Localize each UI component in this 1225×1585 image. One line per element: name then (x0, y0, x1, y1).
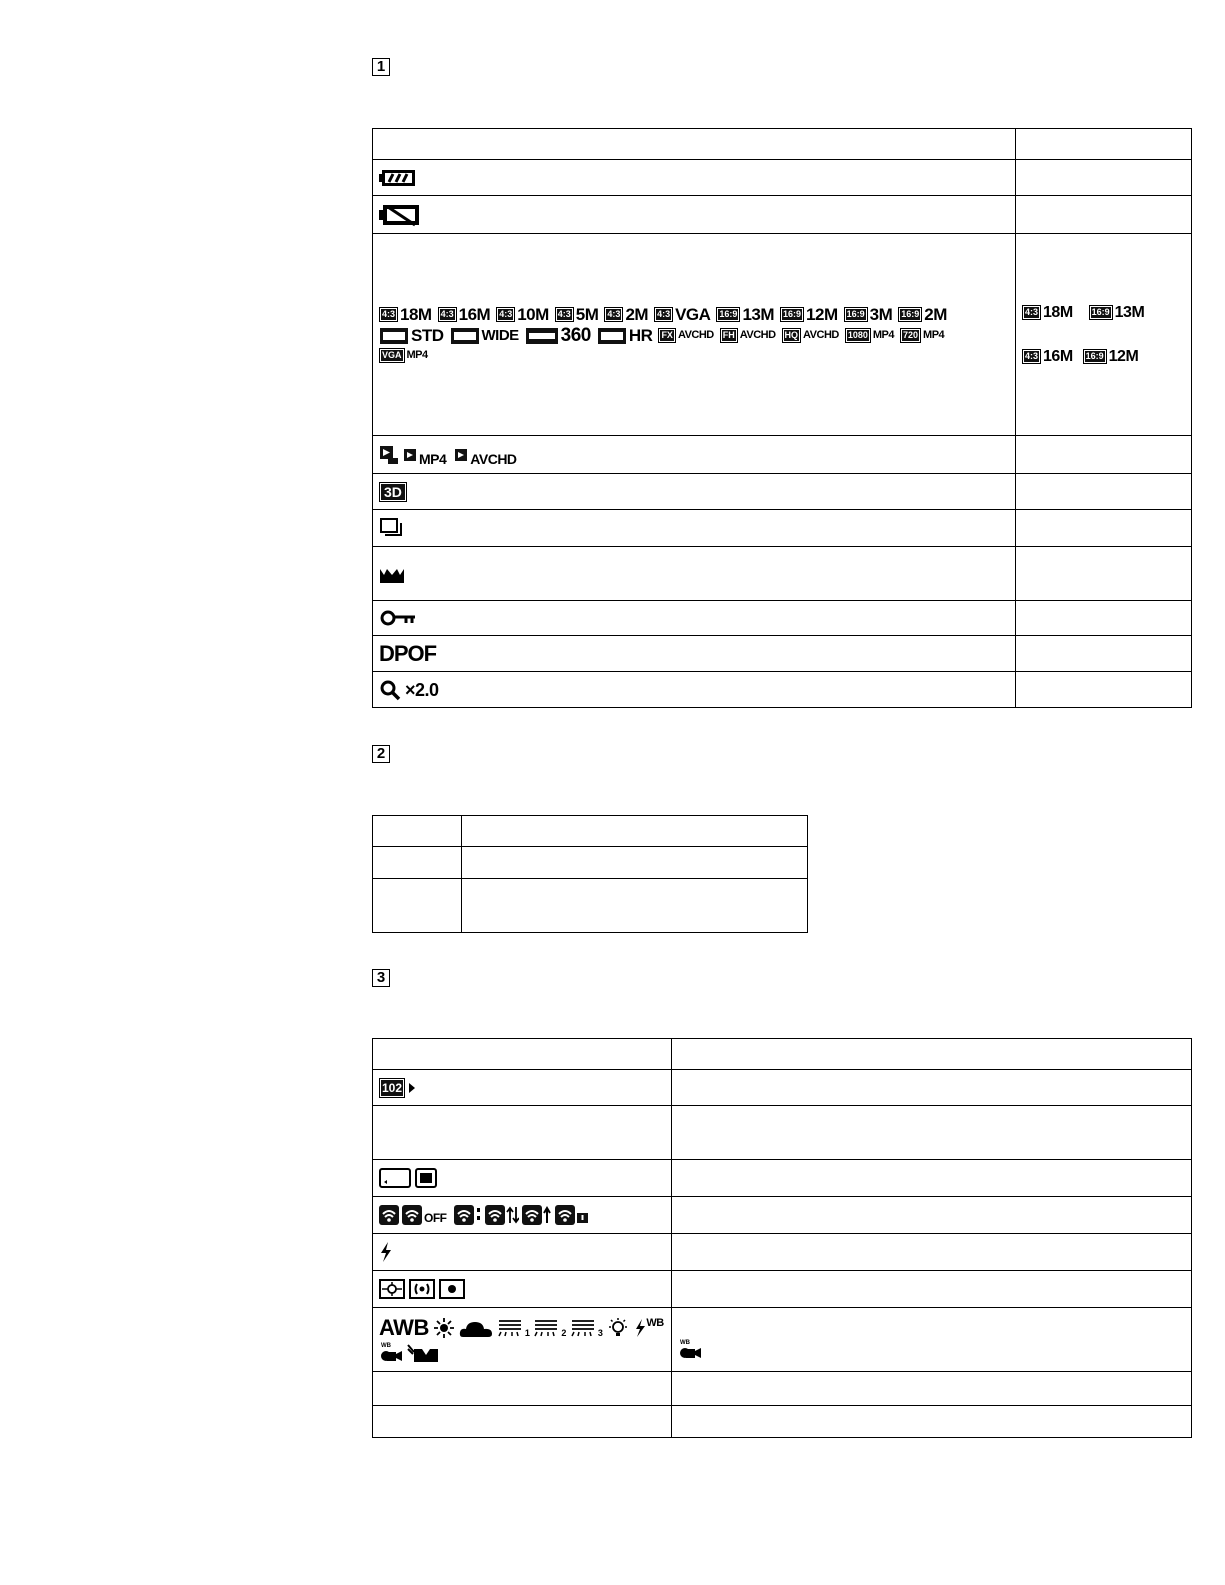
table-header-row (373, 1039, 1192, 1070)
incandescent-icon (606, 1317, 630, 1339)
section-number-2: 2 (372, 745, 390, 763)
table-row (373, 474, 1192, 510)
panorama-icon (597, 327, 627, 345)
auto-white-balance-icon: AWB (379, 1314, 429, 1340)
memory-card-icon (379, 1168, 411, 1188)
wifi-transfer-icon (485, 1205, 519, 1225)
movie-vga-icon: VGA (379, 348, 405, 363)
table-row (373, 601, 1192, 636)
aspect-16-9-icon: 16:9 (780, 307, 804, 322)
view-mode-icons: MP4 AVCHD (379, 444, 521, 466)
daylight-icon (433, 1317, 455, 1339)
image-size-icons-row-1: 4:3 18M 4:3 16M 4:3 10M 4:3 5M 4:3 2M 4:3 VGA 16:9 13M 16:9 12M 16:9 3M 16:9 2M (379, 306, 1015, 323)
image-size-icons-row-3: VGA MP4 (379, 348, 1015, 363)
metering-multi-icon (379, 1279, 405, 1299)
panorama-360-icon (525, 327, 559, 345)
panorama-icon (450, 327, 480, 345)
movie-720-icon: 720 (900, 328, 921, 343)
protect-key-icon (379, 608, 417, 628)
svg-text:WB: WB (381, 1342, 391, 1349)
aspect-16-9-icon: 16:9 (898, 307, 922, 322)
table-row (373, 510, 1192, 547)
table-row (373, 1406, 1192, 1438)
display-table-2 (372, 815, 808, 933)
wifi-off-icon (402, 1205, 422, 1225)
metering-spot-icon (439, 1279, 465, 1299)
aspect-4-3-icon: 4:3 (438, 307, 457, 322)
burst-group-icon (379, 517, 405, 539)
movie-fx-icon: FX (658, 328, 676, 343)
panorama-icon (379, 327, 409, 345)
aspect-4-3-icon: 4:3 (1022, 349, 1041, 364)
aspect-4-3-icon: 4:3 (555, 307, 574, 322)
aspect-16-9-icon: 16:9 (1083, 349, 1107, 364)
table-header-row (373, 816, 808, 847)
view-mode-folder-icon (379, 445, 399, 465)
wifi-upload-icon (522, 1205, 552, 1225)
one-push-white-balance-icon (379, 1341, 403, 1363)
table-row (373, 1372, 1192, 1406)
display-table-1 (372, 128, 1192, 708)
fluorescent-icon (497, 1318, 523, 1338)
table-row: AWB 1 2 3 WB WB WB (373, 1308, 1192, 1372)
movie-fh-icon: FH (720, 328, 738, 343)
table-header-row (373, 129, 1192, 160)
internal-memory-icon (415, 1168, 437, 1188)
aspect-4-3-icon: 4:3 (496, 307, 515, 322)
playback-folder-icon: 102 (379, 1078, 405, 1098)
display-table-3 (372, 1038, 1192, 1438)
wifi-connecting-icon (454, 1205, 482, 1225)
zoom-scale-label: ×2.0 (405, 679, 439, 700)
one-push-set-icon (407, 1341, 439, 1363)
table-row (373, 879, 808, 933)
flash-icon (379, 1241, 393, 1263)
aspect-4-3-icon: 4:3 (654, 307, 673, 322)
aspect-4-3-icon: 4:3 (379, 307, 398, 322)
dpof-icon: DPOF (379, 640, 437, 666)
table-row (373, 1070, 1192, 1106)
table-row (373, 636, 1192, 672)
aspect-16-9-icon: 16:9 (1089, 305, 1113, 320)
wifi-icon (379, 1205, 399, 1225)
table-row (373, 672, 1192, 708)
table-row: OFF (373, 1197, 1192, 1234)
movie-hq-icon: HQ (782, 328, 802, 343)
flash-white-balance-icon (634, 1318, 646, 1338)
wifi-error-icon (555, 1205, 589, 1225)
table-row (373, 196, 1192, 234)
aspect-16-9-icon: 16:9 (716, 307, 740, 322)
view-mode-icon (403, 448, 417, 462)
table-row (373, 547, 1192, 601)
table-row (373, 847, 808, 879)
one-push-white-balance-icon (678, 1338, 702, 1360)
movie-1080-icon: 1080 (845, 328, 871, 343)
table-row (373, 1271, 1192, 1308)
table-row (373, 436, 1192, 474)
crown-favorite-icon (379, 563, 405, 585)
fluorescent-icon (533, 1318, 559, 1338)
view-mode-icon (454, 448, 468, 462)
table-row (373, 1160, 1192, 1197)
folder-arrow-icon (409, 1083, 415, 1093)
section-number-1: 1 (372, 58, 390, 76)
table-row (373, 1234, 1192, 1271)
table-row (373, 1106, 1192, 1160)
fluorescent-icon (570, 1318, 596, 1338)
playback-zoom-icon (379, 679, 401, 701)
table-row (373, 160, 1192, 196)
aspect-16-9-icon: 16:9 (844, 307, 868, 322)
battery-empty-icon (379, 203, 421, 227)
aspect-4-3-icon: 4:3 (604, 307, 623, 322)
section-number-3: 3 (372, 969, 390, 987)
table-row: 4:3 18M 4:3 16M 4:3 10M 4:3 5M 4:3 2M 4:3 VGA 16:9 13M 16:9 12M 16:9 3M 16:9 2M STD WIDE 360 HR FX AVCHD FH AVCHD HQ AVCHD 1080 MP4 720 MP4 VGA MP4 4:3 18M 16:9 13M 4:3 16M 16:9 12M (373, 234, 1192, 436)
svg-text:WB: WB (680, 1339, 690, 1346)
battery-remaining-icon (379, 168, 417, 188)
3d-icon: 3D (379, 482, 407, 502)
aspect-4-3-icon: 4:3 (1022, 305, 1041, 320)
image-size-icons-row-2: STD WIDE 360 HR FX AVCHD FH AVCHD HQ AVCHD 1080 MP4 720 MP4 (379, 326, 1015, 345)
cloudy-icon (459, 1318, 493, 1338)
metering-center-icon (409, 1279, 435, 1299)
